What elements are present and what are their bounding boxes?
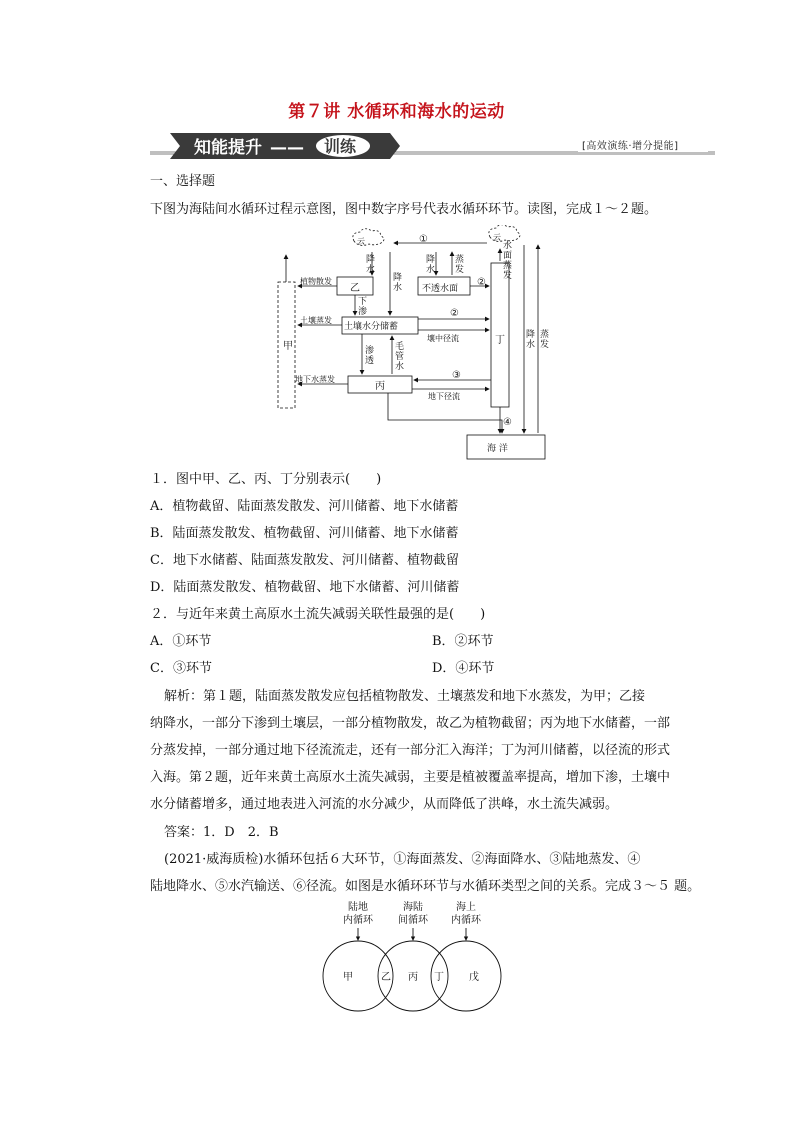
- label-wse2: 面: [503, 251, 513, 261]
- label-evap-c1: 蒸: [455, 255, 465, 265]
- label-plant-transp: 植物散发: [300, 277, 332, 286]
- banner-title: 知能提升: [194, 138, 262, 158]
- analysis-line-2: 纳降水，一部分下渗到土壤层，一部分植物散发，故乙为植物截留；丙为地下水储蓄，一部: [150, 716, 671, 731]
- label-groundflow: 地下径流: [428, 392, 460, 401]
- label-n1: ①: [419, 234, 428, 245]
- label-evap-d2: 发: [540, 340, 550, 350]
- label-rain-d2: 水: [526, 340, 536, 350]
- q1-option-b: B．陆面蒸发散发、植物截留、河川储蓄、地下水储蓄: [150, 526, 459, 541]
- label-rain-c1: 降: [426, 255, 436, 265]
- venn-region-wu: 戊: [469, 972, 479, 983]
- label-rain-c2: 水: [426, 265, 436, 275]
- analysis-line-4: 入海。第２题，近年来黄土高原水土流失减弱，主要是植被覆盖率提高，增加下渗，土壤中: [150, 770, 671, 785]
- label-n4: ④: [503, 417, 512, 428]
- section-heading: 一、选择题: [150, 174, 216, 189]
- label-infil1: 渗: [365, 346, 375, 356]
- label-jia: 甲: [283, 341, 293, 352]
- q2-option-d: D．④环节: [432, 661, 495, 676]
- q1-option-d: D．陆面蒸发散发、植物截留、地下水储蓄、河川储蓄: [150, 580, 460, 595]
- venn-diagram: [318, 898, 508, 1027]
- question-1: １．图中甲、乙、丙、丁分别表示( ): [150, 472, 382, 487]
- venn-label-sea-1: 海上: [456, 902, 476, 913]
- analysis-line-5: 水分储蓄增多，通过地表进入河流的水分减少，从而降低了洪峰，水土流失减弱。: [150, 797, 619, 812]
- venn-region-ding: 丁: [434, 972, 444, 983]
- answer-line: 答案：1．D 2．B: [164, 825, 279, 840]
- venn-region-yi: 乙: [381, 972, 391, 983]
- label-rain-d1: 降: [526, 330, 536, 340]
- banner-badge: [高效演练·增分提能]: [582, 141, 679, 152]
- svg-text:云: 云: [493, 233, 501, 242]
- label-rain-b1: 降: [393, 273, 403, 283]
- banner-tag: 训练: [324, 137, 357, 156]
- label-bing: 丙: [375, 381, 385, 392]
- label-n3: ③: [452, 370, 461, 381]
- svg-text:云: 云: [357, 237, 365, 246]
- label-rain-b2: 水: [393, 283, 403, 293]
- label-rain-a2: 水: [366, 265, 376, 275]
- label-evap-d1: 蒸: [540, 330, 550, 340]
- label-n2a: ②: [477, 277, 486, 288]
- venn-label-sea-2: 内循环: [451, 915, 481, 926]
- label-cap3: 水: [395, 362, 405, 372]
- label-wse4: 发: [503, 271, 513, 281]
- label-ocean: 海 洋: [487, 444, 508, 454]
- label-seep2: 渗: [358, 307, 368, 317]
- q3-intro-line-2: 陆地降水、⑤水汽输送、⑥径流。如图是水循环环节与水循环类型之间的关系。完成３～５ 题。: [150, 879, 701, 894]
- page-title: 第７讲 水循环和海水的运动: [288, 102, 505, 122]
- venn-label-land-2: 内循环: [343, 915, 373, 926]
- intro-text: 下图为海陆间水循环过程示意图，图中数字序号代表水循环环节。读图，完成１～２题。: [150, 202, 658, 217]
- banner-dash: ——: [270, 138, 304, 158]
- q2-option-a: A．①环节: [150, 634, 212, 649]
- label-impervious: 不透水面: [422, 284, 459, 294]
- label-infil2: 透: [365, 356, 375, 366]
- venn-label-sealand-2: 间循环: [398, 915, 428, 926]
- label-n2: ②: [450, 308, 459, 319]
- q3-intro-line-1: (2021·威海质检)水循环包括６大环节，①海面蒸发、②海面降水、③陆地蒸发、④: [164, 852, 641, 867]
- water-cycle-diagram: [262, 225, 562, 469]
- q2-option-c: C．③环节: [150, 661, 212, 676]
- label-evap-c2: 发: [455, 265, 465, 275]
- label-seep1: 下: [358, 297, 368, 307]
- label-yi: 乙: [350, 283, 360, 294]
- label-ground-evap: 地下水蒸发: [295, 375, 335, 384]
- venn-label-land-1: 陆地: [348, 902, 368, 913]
- label-cap1: 毛: [395, 342, 405, 352]
- q1-option-a: A．植物截留、陆面蒸发散发、河川储蓄、地下水储蓄: [150, 499, 459, 514]
- q2-option-b: B．②环节: [432, 634, 494, 649]
- label-wse1: 水: [503, 241, 513, 251]
- q1-option-c: C．地下水储蓄、陆面蒸发散发、河川储蓄、植物截留: [150, 553, 459, 568]
- venn-region-jia: 甲: [343, 972, 353, 983]
- venn-label-sealand-1: 海陆: [403, 902, 423, 913]
- analysis-line-1: 解析：第１题，陆面蒸发散发应包括植物散发、土壤蒸发和地下水蒸发，为甲；乙接: [164, 689, 646, 704]
- label-interflow: 壤中径流: [427, 334, 459, 343]
- analysis-line-3: 分蒸发掉，一部分通过地下径流流走，还有一部分汇入海洋；丁为河川储蓄，以径流的形式: [150, 743, 671, 758]
- venn-region-bing: 丙: [408, 972, 418, 983]
- label-rain-a1: 降: [366, 255, 376, 265]
- question-2: ２．与近年来黄土高原水土流失减弱关联性最强的是( ): [150, 607, 486, 622]
- label-soil-storage: 土壤水分储蓄: [344, 322, 399, 332]
- label-cap2: 管: [395, 352, 405, 362]
- label-ding: 丁: [495, 335, 505, 346]
- label-wse3: 蒸: [503, 261, 513, 271]
- label-soil-evap: 土壤蒸发: [300, 316, 332, 325]
